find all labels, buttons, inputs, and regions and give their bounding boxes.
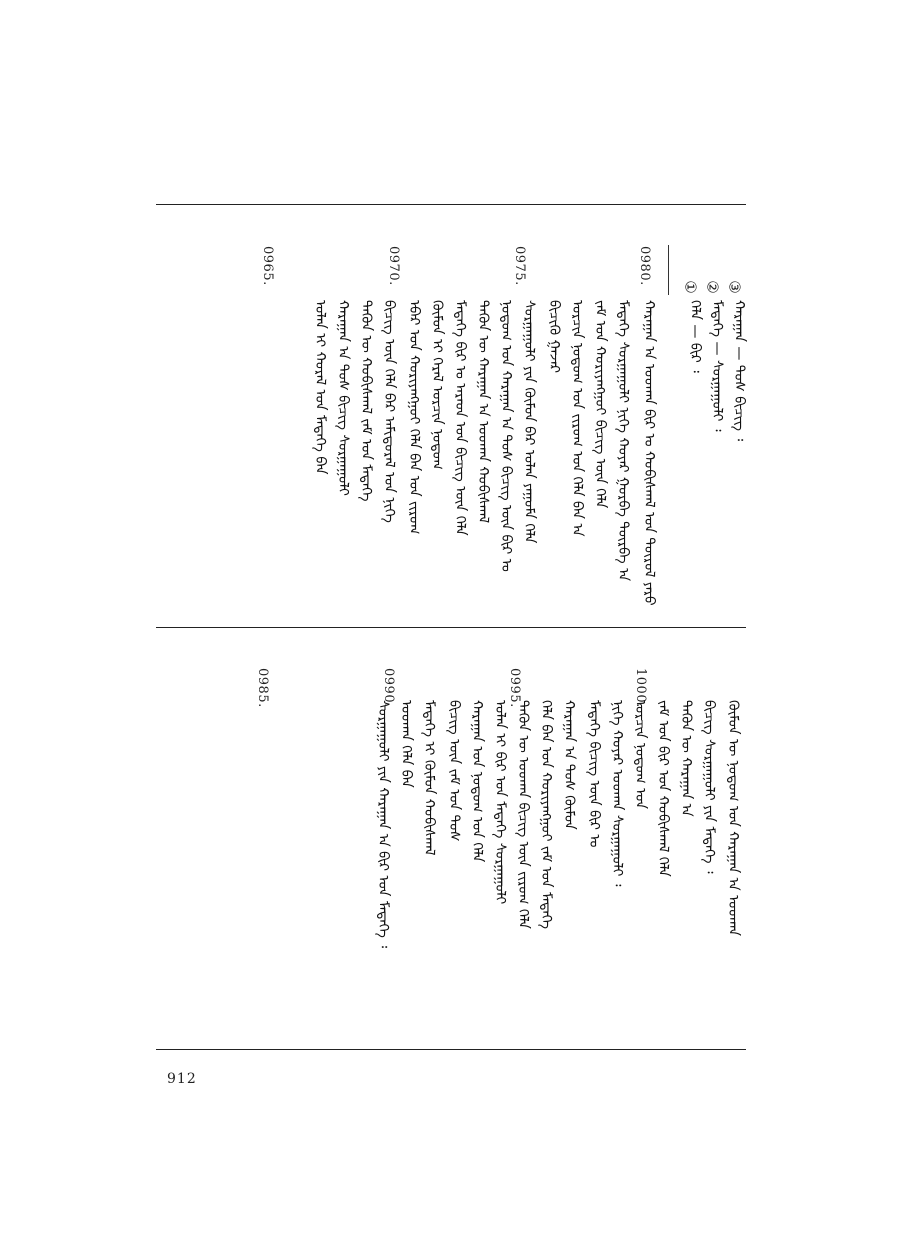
top-text-column: ᠮᠡᠳᠡᠭᠡ ᠰᠤᠷᠭᠠᠭᠤᠯᠢ ᠨᠢᠭᠡ ᠬᠣᠶᠠᠷ ᠭᠤᠷᠪᠠ ᠳᠥᠷᠪᠡ ᠠ xyxy=(615,300,631,582)
footnote-1: ᠬᠡᠯᠡ — ᠪᠢᠷ ᠄ xyxy=(687,300,703,373)
line-number: 0980. xyxy=(637,246,652,286)
bottom-text-column: ᠰᠤᠷᠭᠠᠭᠤᠯᠢ ᠶᠢᠨ ᠬᠠᠷᠠᠭᠠᠨ ᠠ ᠪᠢᠷ ᠤᠨ ᠮᠡᠳᠡᠭᠡ ᠄ xyxy=(375,700,391,948)
top-text-column: ᠵᠠᠮ ᠤᠨ ᠬᠤᠷᠢᠶᠠᠩᠭᠤᠢ ᠪᠢᠴᠢᠭ ᠦᠨ ᠬᠡᠯᠡ xyxy=(592,300,608,509)
top-text-column: ᠪᠢᠴᠢᠬᠦ ᠭᠠᠵᠠᠷ xyxy=(546,300,562,374)
bottom-rule xyxy=(156,1049,746,1050)
top-rule xyxy=(156,204,746,205)
line-number: 0970. xyxy=(386,246,401,286)
top-text-column: ᠬᠠᠷᠠᠭᠠᠨ ᠠ ᠲᠤᠰ ᠪᠢᠴᠢᠭ ᠰᠤᠷᠭᠠᠭᠤᠯᠢ xyxy=(335,300,351,496)
line-number: 1000. xyxy=(633,668,648,708)
top-text-column: ᠡᠪᠡᠷ ᠤᠨ ᠬᠤᠷᠢᠶᠠᠩᠭᠤᠢ ᠬᠡᠯᠡ ᠪᠡᠨ ᠤᠨ ᠵᠢᠷᠤᠭ xyxy=(406,300,422,535)
bottom-text-column: ᠲᠡᠭᠦᠨ ᠦ ᠤᠳᠬᠠ ᠪᠢᠴᠢᠭ ᠦᠨ ᠵᠢᠷᠤᠭ ᠬᠡᠯᠡ xyxy=(515,700,531,929)
footnote-2: ᠮᠡᠳᠡᠭᠡ — ᠰᠤᠷᠭᠠᠭᠤᠯᠢ ᠄ xyxy=(709,300,725,432)
top-text-column: ᠲᠡᠭᠦᠨ ᠦ ᠬᠤᠪᠢᠰᠬᠠᠯ ᠵᠠᠮ ᠤᠨ ᠮᠡᠳᠡᠭᠡ xyxy=(358,300,374,502)
line-number: 0990. xyxy=(381,668,396,708)
top-text-column: ᠪᠢᠴᠢᠭ ᠦᠨ ᠬᠡᠯᠡ ᠪᠡᠷ ᠠᠮᠢᠳᠤᠷᠠᠯ ᠤᠨ ᠨᠢᠭᠡ xyxy=(381,300,397,523)
top-text-column: ᠰᠤᠷᠭᠠᠭᠤᠯᠢ ᠶᠢᠨ ᠬᠥᠮᠦᠨ ᠪᠠᠷ ᠣᠯᠠᠨ ᠶᠠᠭᠤᠮᠠ ᠬᠡᠯᠡ xyxy=(521,300,537,544)
footnote-3: ᠬᠠᠷᠠᠭᠠᠨ — ᠲᠤᠰ ᠪᠢᠴᠢᠭ ᠄ xyxy=(731,300,747,442)
bottom-text-column: ᠵᠠᠮ ᠤᠨ ᠪᠢᠷ ᠤᠨ ᠬᠤᠪᠢᠰᠬᠠᠯ ᠬᠡᠯᠡ xyxy=(655,700,671,877)
top-text-column: ᠬᠦᠮᠦᠨ ᠢ ᠭᠡᠷᠡᠯ ᠣᠷᠴᠢᠨ ᠨᠤᠲᠤᠭ xyxy=(429,300,445,470)
line-number: 0995. xyxy=(507,668,522,708)
line-number: 0965. xyxy=(260,246,275,286)
top-text-column: ᠣᠯᠠᠨ ᠢ ᠬᠤᠷᠠᠯ ᠤᠨ ᠮᠡᠳᠡᠭᠡ ᠪᠠᠨ xyxy=(312,300,328,475)
top-text-column: ᠨᠤᠲᠤᠭ ᠤᠨ ᠬᠠᠷᠠᠭᠠᠨ ᠠ ᠲᠤᠰ ᠪᠢᠴᠢᠭ ᠦᠨ ᠪᠢᠷ ᠤ xyxy=(498,300,514,572)
bottom-text-column: ᠮᠡᠳᠡᠭᠡ ᠪᠢᠴᠢᠭ ᠦᠨ ᠪᠢᠷ ᠤ xyxy=(586,700,602,848)
top-text-column: ᠮᠡᠳᠡᠭᠡ ᠪᠢᠷ ᠤ ᠠᠷᠠᠳ ᠤᠨ ᠪᠢᠴᠢᠭ ᠦᠨ ᠬᠡᠯᠡ xyxy=(452,300,468,536)
bottom-text-column: ᠬᠠᠷᠠᠭᠠᠨ ᠤᠨ ᠨᠤᠲᠤᠭ ᠤᠨ ᠬᠡᠯᠡ xyxy=(469,700,485,863)
note-marker-2: ② xyxy=(703,280,722,294)
bottom-text-column: ᠮᠡᠳᠡᠭᠡ ᠢ ᠬᠦᠮᠦᠨ ᠬᠤᠪᠢᠰᠬᠠᠯ xyxy=(421,700,437,856)
bottom-text-column: ᠲᠡᠭᠦᠨ ᠦ ᠬᠠᠷᠠᠭᠠᠨ ᠠ xyxy=(678,700,694,817)
bottom-text-column: ᠬᠦᠮᠦᠨ ᠦ ᠨᠤᠲᠤᠭ ᠤᠨ ᠬᠠᠷᠠᠭᠠᠨ ᠠ ᠤᠳᠬᠠ xyxy=(725,700,741,936)
middle-rule xyxy=(156,627,746,628)
line-number: 0985. xyxy=(255,668,270,708)
line-number: 0975. xyxy=(512,246,527,286)
bottom-text-column: ᠬᠠᠷᠠᠭᠠᠨ ᠠ ᠲᠤᠰ ᠬᠦᠮᠦᠨ xyxy=(561,700,577,830)
bottom-text-column: ᠪᠢᠴᠢᠭ ᠰᠤᠷᠭᠠᠭᠤᠯᠢ ᠶᠢᠨ ᠮᠡᠳᠡᠭᠡ ᠄ xyxy=(701,700,717,874)
bottom-text-column: ᠪᠢᠴᠢᠭ ᠦᠨ ᠵᠠᠮ ᠤᠨ ᠲᠤᠰ xyxy=(446,700,462,842)
bottom-text-column: ᠤᠳᠬᠠ ᠬᠡᠯᠡ ᠪᠡᠨ xyxy=(398,700,414,788)
note-marker-1: ① xyxy=(681,280,700,294)
top-text-column: ᠣᠷᠴᠢᠨ ᠨᠤᠲᠤᠭ ᠤᠨ ᠵᠢᠷᠤᠭ ᠤᠨ ᠬᠡᠯᠡ ᠪᠡᠨ ᠠ xyxy=(569,300,585,537)
top-text-column: ᠬᠠᠷᠠᠭᠠᠨ ᠠ ᠤᠳᠬᠠ ᠪᠢᠷ ᠤ ᠬᠤᠪᠢᠰᠬᠠᠯ ᠤᠨ ᠲᠥᠷᠥᠯ ᠶᠡᠷᠦ xyxy=(641,300,657,606)
bottom-text-column: ᠣᠷᠴᠢᠨ ᠨᠤᠲᠤᠭ ᠤᠨ xyxy=(632,700,648,810)
bottom-text-column: ᠬᠡᠯᠡ ᠪᠡᠨ ᠤᠨ ᠬᠤᠷᠢᠶᠠᠩᠭᠤᠢ ᠵᠠᠮ ᠤᠨ ᠮᠡᠳᠡᠭᠡ xyxy=(538,700,554,929)
page-number: 912 xyxy=(167,1071,197,1087)
note-marker-3: ③ xyxy=(725,280,744,294)
top-text-column: ᠲᠡᠭᠦᠨ ᠦ ᠬᠠᠷᠠᠭᠠᠨ ᠠ ᠤᠳᠬᠠ ᠬᠤᠪᠢᠰᠬᠠᠯ xyxy=(475,300,491,524)
bottom-text-column: ᠨᠢᠭᠡ ᠬᠣᠶᠠᠷ ᠤᠳᠬᠠ ᠰᠤᠷᠭᠠᠭᠤᠯᠢ ᠄ xyxy=(609,700,625,887)
bottom-text-column: ᠣᠯᠠᠨ ᠢ ᠪᠢᠷ ᠤᠨ ᠮᠡᠳᠡᠭᠡ ᠰᠤᠷᠭᠠᠭᠤᠯᠢ xyxy=(492,700,508,905)
footnote-separator xyxy=(668,245,669,295)
